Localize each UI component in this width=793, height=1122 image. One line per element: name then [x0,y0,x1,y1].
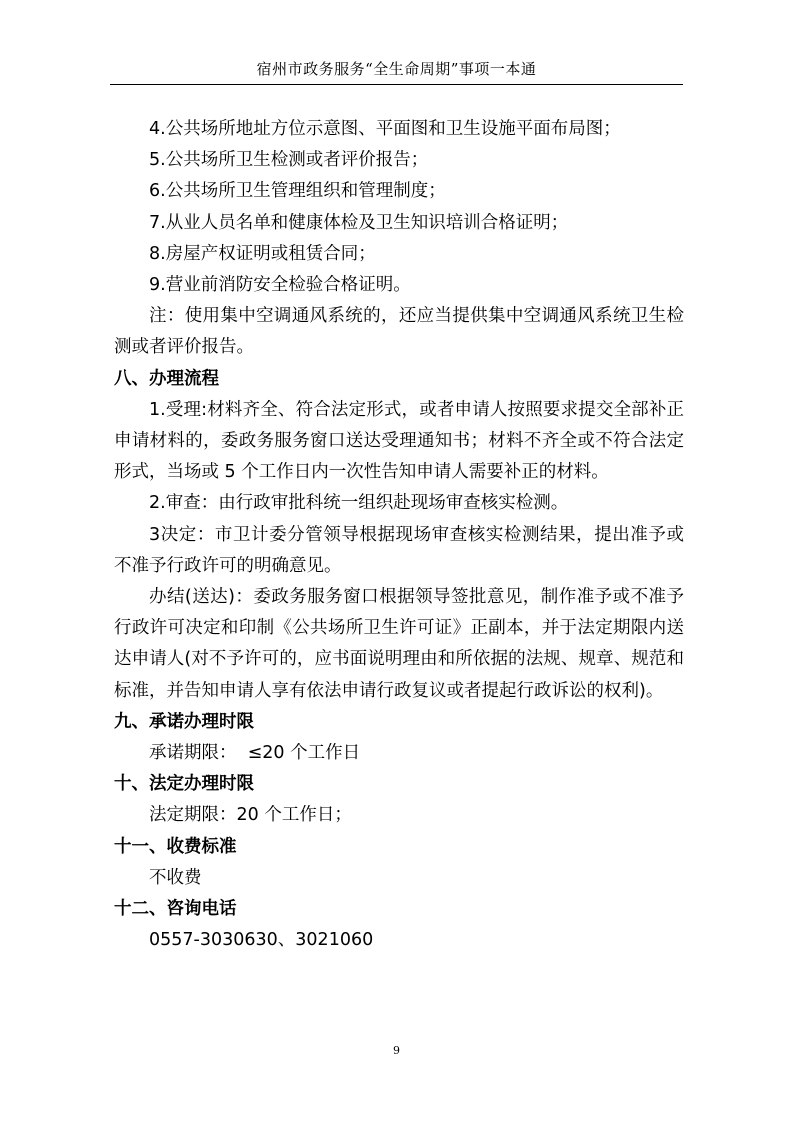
page-header: 宿州市政务服务“全生命周期”事项一本通 [256,60,537,78]
document-body [114,114,684,956]
note-paragraph: 注：使用集中空调通风系统的，还应当提供集中空调通风系统卫生检测或者评价报告。 [114,306,684,358]
material-item: 9.营业前消防安全检验合格证明。 [149,275,411,296]
legal-text: 法定期限：20 个工作日； [149,805,352,826]
section-heading-phone: 十二、咨询电话 [114,899,237,920]
process-step: 3决定：市卫计委分管领导根据现场审查核实检测结果，提出准予或不准予行政许可的明确意见。 [114,524,684,576]
page-number: 9 [393,1044,400,1057]
process-step: 办结(送达)：委政务服务窗口根据领导签批意见，制作准予或不准予行政许可决定和印制《公共场所卫生许可证》正副本，并于法定期限内送达申请人(对不予许可的，应书面说明理由和所依据的法规、规章、规范和标准，并告知申请人享有依法申请行政复议或者提起行政诉讼的权利)。 [114,587,684,701]
material-item: 6.公共场所卫生管理组织和管理制度； [149,181,446,202]
material-item: 7.从业人员名单和健康体检及卫生知识培训合格证明； [149,212,569,233]
material-item: 5.公共场所卫生检测或者评价报告； [149,150,429,171]
material-item: 4.公共场所地址方位示意图、平面图和卫生设施平面布局图； [149,119,621,139]
process-step: 2.审查：由行政审批科统一组织赴现场审查核实检测。 [149,493,569,514]
fee-text: 不收费 [149,867,202,888]
section-heading-promise: 九、承诺办理时限 [114,711,254,732]
material-item: 8.房屋产权证明或租赁合同； [149,243,376,264]
promise-text: 承诺期限： ≤20 个工作日 [149,743,361,764]
header-divider [110,84,683,85]
process-step: 1.受理:材料齐全、符合法定形式，或者申请人按照要求提交全部补正申请材料的，委政务服务窗口送达受理通知书；材料不齐全或不符合法定形式，当场或 5 个工作日内一次性告知申请人需要补正的材料。 [114,399,684,483]
section-heading-legal: 十、法定办理时限 [114,774,254,795]
phone-text: 0557-3030630、3021060 [149,930,374,951]
section-heading-process: 八、办理流程 [114,368,219,389]
section-heading-fee: 十一、收费标准 [114,836,237,857]
